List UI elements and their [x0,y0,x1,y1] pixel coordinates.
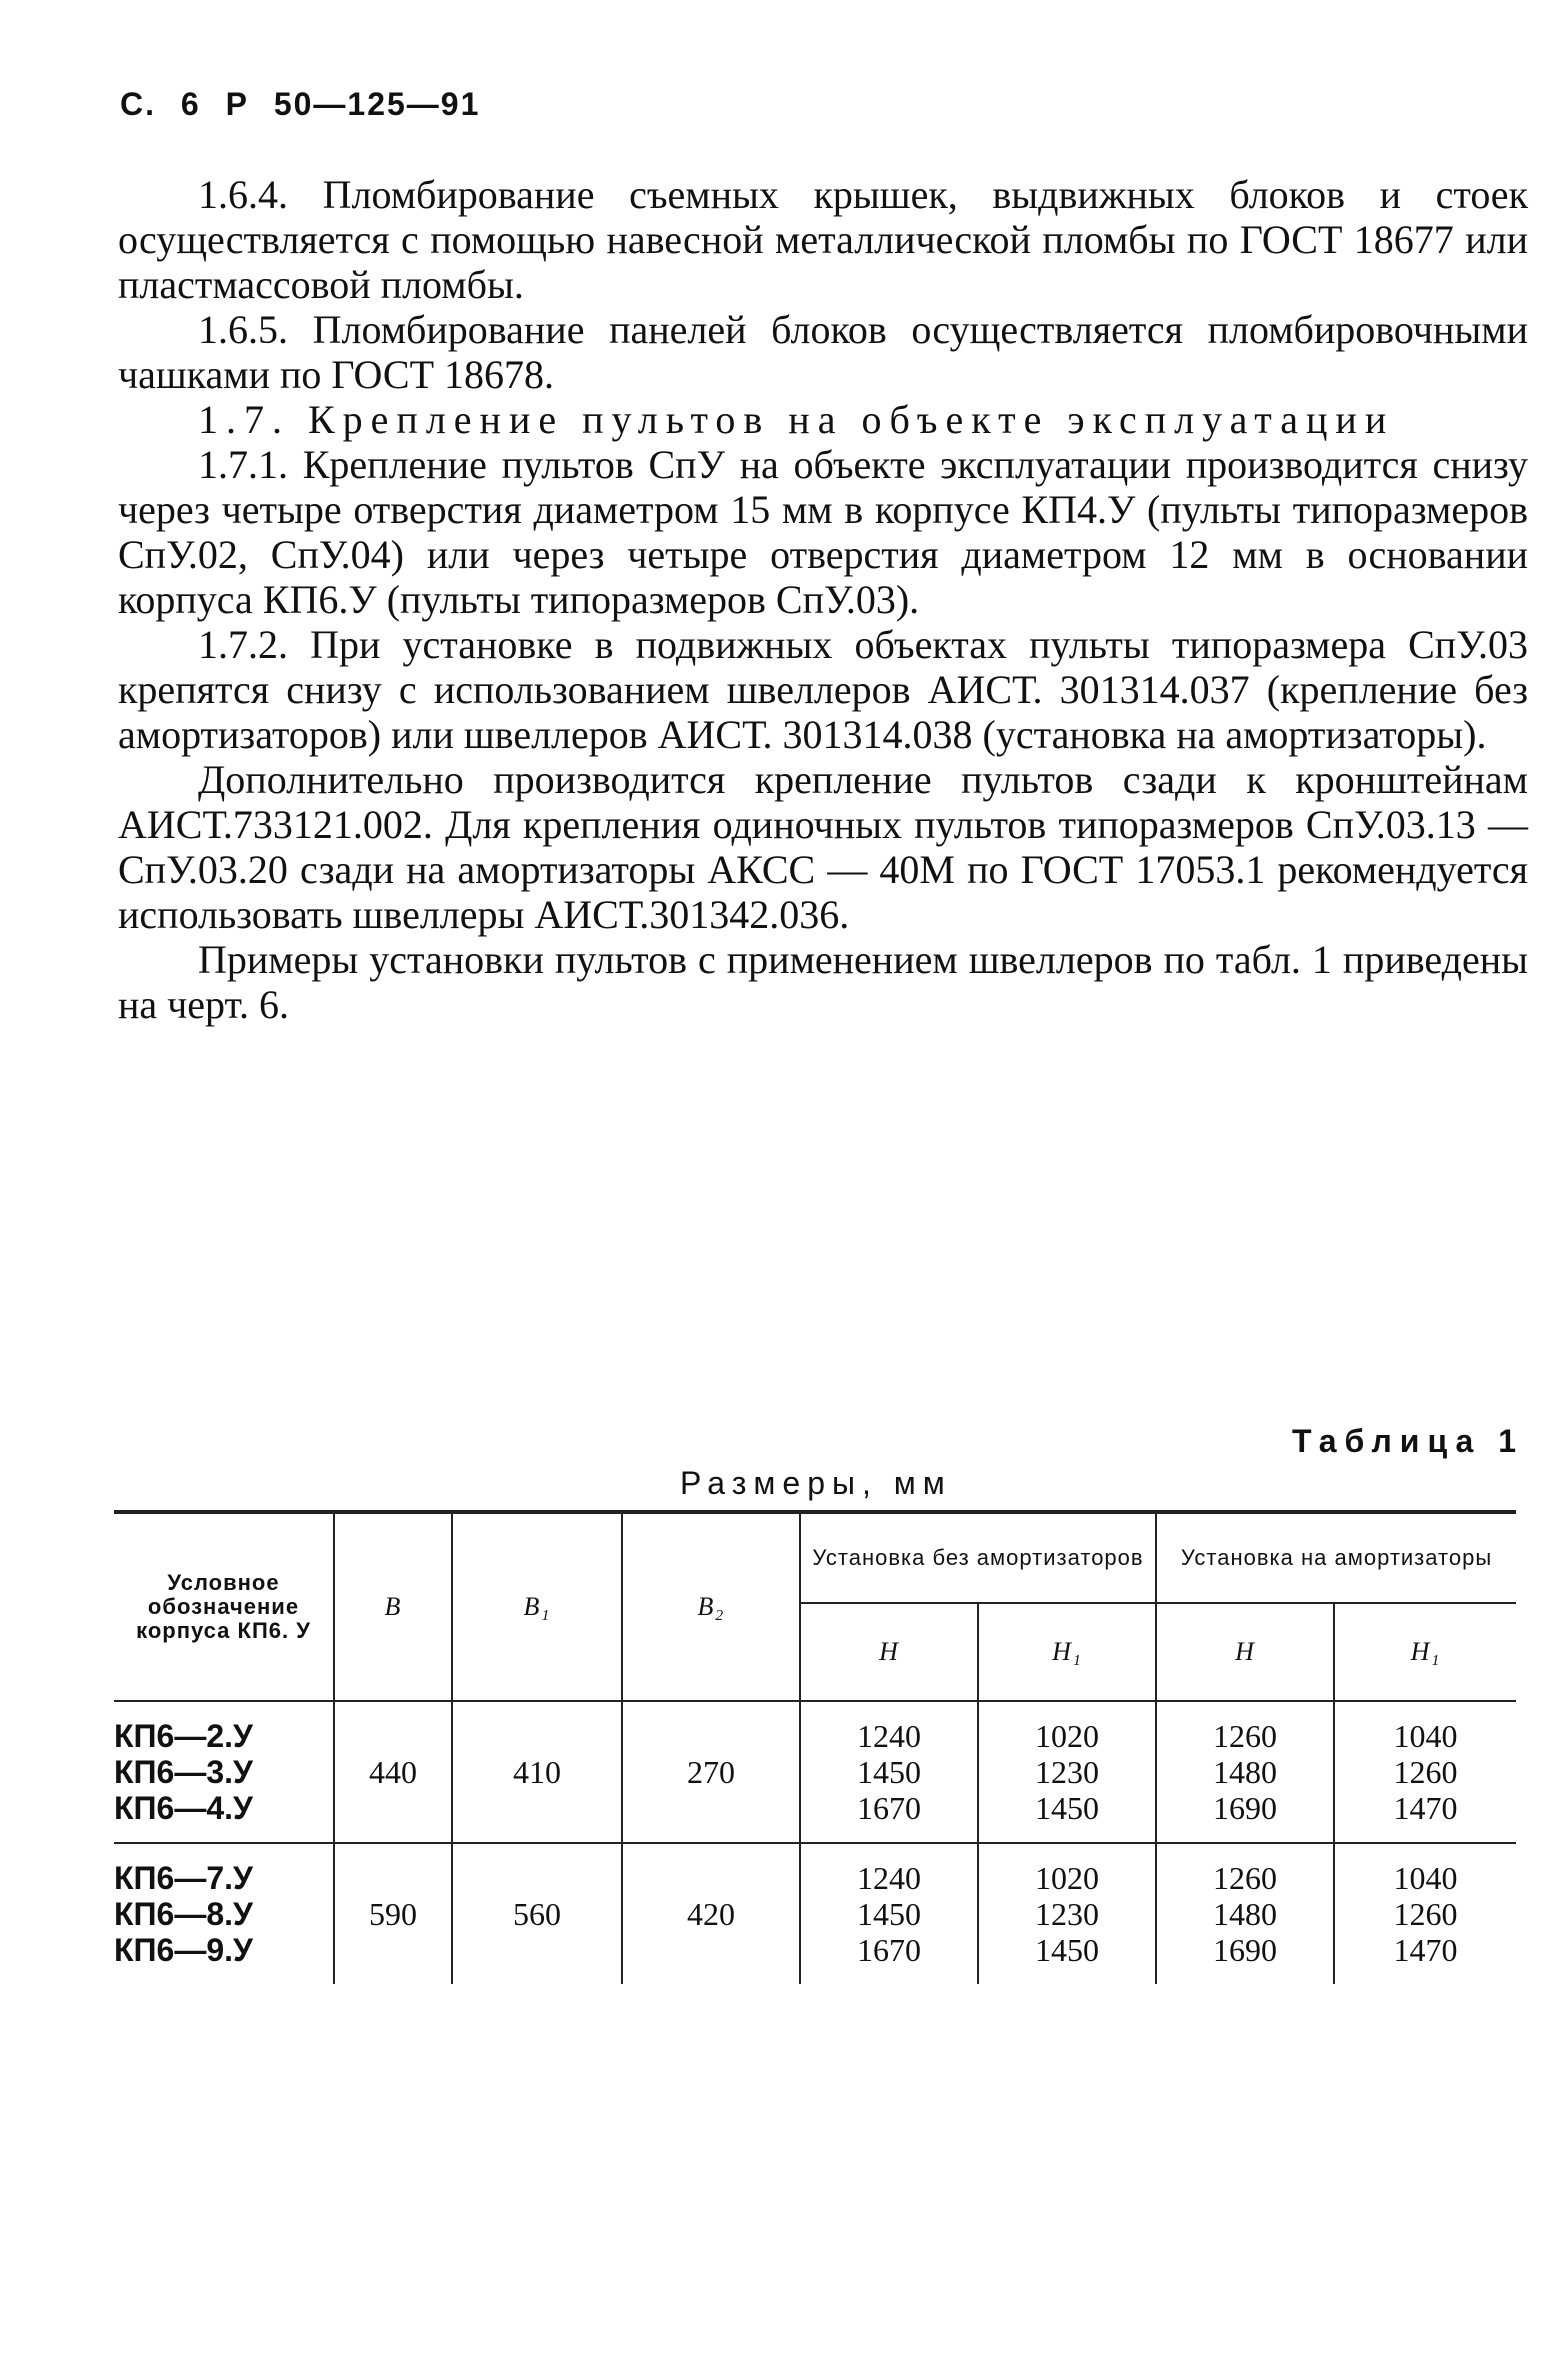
h-with-cell [1156,1843,1334,1984]
corpus-name: КП6—2.У [114,1718,253,1754]
h-with-value: 1260 [1213,1718,1277,1754]
h-without-value: 1670 [857,1790,921,1826]
corpus-names-cell [114,1701,334,1843]
dimensions-table [114,1510,1516,1984]
b-value: 440 [334,1701,452,1843]
paragraph-additional: Дополнительно производится крепление пультов сзади к кронштейнам АИСТ.733121.002. Для крепления одиночных пультов типоразмеров СпУ.03.13 — СпУ.03.20 сзади на амортизаторы АКСС — 40М по ГОСТ 17053.1 рекомендуется использовать швеллеры АИСТ.301342.036. [118,757,1528,937]
dimensions-table-wrapper [114,1510,1516,1984]
h1-with-value: 1040 [1393,1718,1458,1754]
h1-without-value: 1230 [1035,1754,1099,1790]
paragraph-1-6-4: 1.6.4. Пломбирование съемных крышек, выдвижных блоков и стоек осуществляется с помощью навесной металлической пломбы по ГОСТ 18677 или пластмассовой пломбы. [118,172,1528,307]
h1-without-cell [978,1843,1156,1984]
h1-without-cell [978,1701,1156,1843]
paragraph-1-7-1: 1.7.1. Крепление пультов СпУ на объекте эксплуатации производится снизу через четыре отверстия диаметром 15 мм в корпусе КП4.У (пульты типоразмеров СпУ.02, СпУ.04) или через четыре отверстия диаметром 12 мм в основании корпуса КП6.У (пульты типоразмеров СпУ.03). [118,442,1528,622]
h1-with-value: 1040 [1393,1860,1458,1896]
h1-with-value: 1470 [1393,1932,1458,1968]
h-with-value: 1260 [1213,1860,1277,1896]
h-without-cell [800,1843,978,1984]
h1-with-cell [1334,1701,1516,1843]
header-group-with-shock-absorbers: Установка на амортизаторы [1156,1512,1516,1603]
b1-value: 410 [452,1701,622,1843]
table-row [114,1701,1516,1843]
corpus-name: КП6—7.У [114,1860,253,1896]
h1-with-value: 1260 [1393,1896,1458,1932]
corpus-name: КП6—9.У [114,1932,253,1968]
paragraph-1-6-5: 1.6.5. Пломбирование панелей блоков осуществляется пломбировочными чашками по ГОСТ 18678. [118,307,1528,397]
h1-with-cell [1334,1843,1516,1984]
document-body [118,172,1528,1027]
h-without-value: 1450 [857,1754,921,1790]
h1-without-value: 1450 [1035,1790,1099,1826]
corpus-name: КП6—4.У [114,1790,253,1826]
corpus-names-cell [114,1843,334,1984]
h1-without-value: 1230 [1035,1896,1099,1932]
table-row [114,1843,1516,1984]
h-with-value: 1690 [1213,1790,1277,1826]
page-header: С. 6 Р 50—125—91 [120,86,481,122]
paragraph-1-7-2: 1.7.2. При установке в подвижных объектах пульты типоразмера СпУ.03 крепятся снизу с использованием швеллеров АИСТ. 301314.037 (крепление без амортизаторов) или швеллеров АИСТ. 301314.038 (установка на амортизаторы). [118,622,1528,757]
b2-value: 270 [622,1701,800,1843]
table-caption: Таблица 1 [1291,1423,1524,1459]
b1-value: 560 [452,1843,622,1984]
h-without-value: 1450 [857,1896,921,1932]
section-heading-1-7: 1.7. Крепление пультов на объекте эксплуатации [198,397,1395,442]
header-h1-with: H₁ [1334,1603,1516,1701]
table-units: Размеры, мм [680,1465,952,1501]
b-value: 590 [334,1843,452,1984]
h-with-value: 1480 [1213,1754,1277,1790]
corpus-name: КП6—8.У [114,1896,253,1932]
b2-value: 420 [622,1843,800,1984]
header-b: B [334,1512,452,1701]
h1-without-value: 1020 [1035,1718,1099,1754]
h-with-value: 1480 [1213,1896,1277,1932]
h-with-value: 1690 [1213,1932,1277,1968]
header-b2: B₂ [622,1512,800,1701]
h1-with-value: 1470 [1393,1790,1458,1826]
h-without-value: 1670 [857,1932,921,1968]
h-without-cell [800,1701,978,1843]
paragraph-examples: Примеры установки пультов с применением швеллеров по табл. 1 приведены на черт. 6. [118,937,1528,1027]
h1-without-value: 1020 [1035,1860,1099,1896]
header-h1-without: H₁ [978,1603,1156,1701]
h1-with-value: 1260 [1393,1754,1458,1790]
h-without-value: 1240 [857,1860,921,1896]
header-corpus: Условное обозначение корпуса КП6. У [114,1512,334,1701]
corpus-name: КП6—3.У [114,1754,253,1790]
h-with-cell [1156,1701,1334,1843]
header-h-with: H [1156,1603,1334,1701]
header-h-without: H [800,1603,978,1701]
header-b1: B₁ [452,1512,622,1701]
h1-without-value: 1450 [1035,1932,1099,1968]
h-without-value: 1240 [857,1718,921,1754]
header-group-without-shock-absorbers: Установка без амортизаторов [800,1512,1156,1603]
